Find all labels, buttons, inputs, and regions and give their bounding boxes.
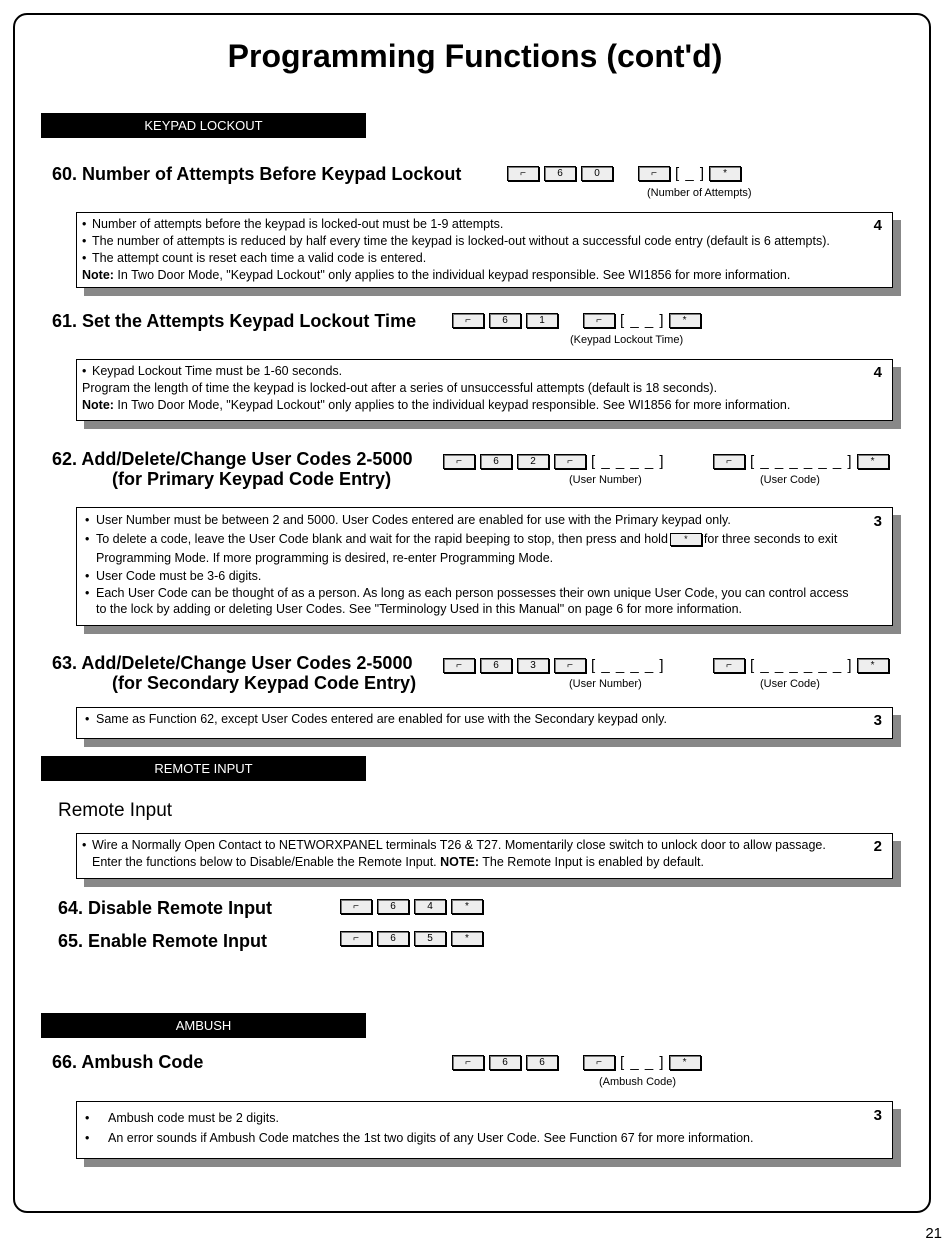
function-61-notes: [76, 359, 893, 421]
program-key-icon: ⌐: [452, 313, 484, 328]
digit-key: 3: [517, 658, 549, 673]
note-label: Note:: [82, 268, 114, 282]
entry-blank: [ _ _ ]: [620, 311, 665, 329]
function-64-keys: [340, 897, 488, 915]
note-bullet: • Keypad Lockout Time must be 1-60 seconds.: [82, 363, 852, 380]
digit-key: 6: [480, 454, 512, 469]
note-line: [82, 267, 852, 284]
page-number: 21: [925, 1225, 942, 1242]
remote-input-notes: [76, 833, 893, 879]
level-number: 4: [873, 217, 882, 234]
level-number: 3: [873, 1107, 882, 1124]
note-bullet: • Ambush code must be 2 digits.: [82, 1108, 852, 1128]
digit-key: 2: [517, 454, 549, 469]
user-number-blank: [ _ _ _ _ ]: [591, 452, 665, 470]
digit-key: 6: [489, 1055, 521, 1070]
page-title: Programming Functions (cont'd): [227, 38, 723, 74]
note-bullet: • Number of attempts before the keypad is locked-out must be 1-9 attempts.: [82, 216, 852, 233]
user-number-blank: [ _ _ _ _ ]: [591, 656, 665, 674]
user-number-caption: (User Number): [569, 678, 642, 690]
function-62-notes: [76, 507, 893, 626]
function-62-subheading: (for Primary Keypad Code Entry): [112, 469, 392, 489]
function-66-heading: 66. Ambush Code: [52, 1052, 204, 1072]
digit-key: 6: [377, 931, 409, 946]
program-key-icon: ⌐: [452, 1055, 484, 1070]
star-key-icon: *: [669, 1055, 701, 1070]
function-66-caption: (Ambush Code): [599, 1076, 677, 1088]
program-key-icon: ⌐: [713, 658, 745, 673]
user-code-blank: [ _ _ _ _ _ _ ]: [750, 656, 853, 674]
level-number: 4: [873, 364, 882, 381]
star-key-icon: *: [451, 931, 483, 946]
digit-key: 5: [414, 931, 446, 946]
function-62-code-keys: [713, 452, 894, 470]
function-64-heading: 64. Disable Remote Input: [58, 898, 273, 918]
program-key-icon: ⌐: [554, 454, 586, 469]
program-key-icon: ⌐: [443, 454, 475, 469]
note-label: NOTE:: [440, 855, 480, 869]
function-63-keys: [443, 656, 669, 674]
star-key-icon: *: [857, 658, 889, 673]
program-key-icon: ⌐: [583, 1055, 615, 1070]
program-key-icon: ⌐: [443, 658, 475, 673]
digit-key: 1: [526, 313, 558, 328]
note-bullet: • An error sounds if Ambush Code matches the 1st two digits of any User Code. See Function 67 for more information.: [82, 1128, 852, 1148]
note-bullet: • The number of attempts is reduced by half every time the keypad is locked-out without a successful code entry (default is 6 attempts).: [82, 233, 852, 250]
note-text: To delete a code, leave the User Code blank and wait for the rapid beeping to stop, then press and hold: [96, 532, 668, 546]
function-62-heading: 62. Add/Delete/Change User Codes 2-5000: [52, 449, 413, 469]
program-key-icon: ⌐: [638, 166, 670, 181]
function-63-heading: 63. Add/Delete/Change User Codes 2-5000: [52, 653, 413, 673]
note-bullet: [82, 530, 852, 568]
section-band-keypad-lockout: KEYPAD LOCKOUT: [41, 113, 366, 138]
digit-key: 6: [526, 1055, 558, 1070]
function-61-caption: (Keypad Lockout Time): [570, 334, 684, 346]
level-number: 3: [873, 712, 882, 729]
note-bullet: • Same as Function 62, except User Codes entered are enabled for use with the Secondary keypad only.: [82, 711, 852, 728]
user-code-caption: (User Code): [760, 474, 820, 486]
star-key-icon: *: [669, 313, 701, 328]
entry-blank: [ _ _ ]: [620, 1053, 665, 1071]
function-60-notes: [76, 212, 893, 288]
note-label: Note:: [82, 398, 114, 412]
note-bullet: [82, 837, 852, 871]
star-key-icon: *: [451, 899, 483, 914]
program-key-icon: ⌐: [507, 166, 539, 181]
user-code-caption: (User Code): [760, 678, 820, 690]
program-key-icon: ⌐: [340, 899, 372, 914]
function-63-code-keys: [713, 656, 894, 674]
function-63-notes: [76, 707, 893, 739]
level-number: 3: [873, 513, 882, 530]
function-63-subheading: (for Secondary Keypad Code Entry): [112, 673, 417, 693]
note-text: The Remote Input is enabled by default.: [479, 855, 704, 869]
function-65-keys: [340, 929, 488, 947]
level-number: 2: [873, 838, 882, 855]
program-key-icon: ⌐: [713, 454, 745, 469]
program-key-icon: ⌐: [554, 658, 586, 673]
program-key-icon: ⌐: [340, 931, 372, 946]
remote-input-heading: Remote Input: [58, 800, 173, 821]
note-text: for three seconds to exit Programming Mode. If more programming is desired, re-enter Programming Mode.: [96, 532, 838, 565]
note-bullet: • User Number must be between 2 and 5000. User Codes entered are enabled for use with the Primary keypad only.: [82, 511, 852, 530]
note-bullet: • Each User Code can be thought of as a person. As long as each person possesses their own unique User Code, you can control access to the lock by adding or deleting User Codes. See "Terminology Used in this Manual" on page 6 for more information.: [82, 585, 852, 617]
note-text: In Two Door Mode, "Keypad Lockout" only applies to the individual keypad responsible. See WI1856 for more information.: [113, 268, 791, 282]
note-bullet: • The attempt count is reset each time a valid code is entered.: [82, 250, 852, 267]
note-line: [82, 397, 852, 414]
section-band-remote-input: REMOTE INPUT: [41, 756, 366, 781]
entry-blank: [ _ ]: [675, 164, 706, 182]
note-text: Wire a Normally Open Contact to NETWORXPANEL terminals T26 & T27. Momentarily close switch to unlock door to allow passage. Enter the functions below to Disable/Enable the Remote Input.: [92, 838, 826, 869]
function-60-caption: (Number of Attempts): [647, 187, 752, 199]
star-key-icon: *: [709, 166, 741, 181]
user-number-caption: (User Number): [569, 474, 642, 486]
note-text: In Two Door Mode, "Keypad Lockout" only applies to the individual keypad responsible. See WI1856 for more information.: [113, 398, 791, 412]
digit-key: 4: [414, 899, 446, 914]
function-60-keys: [507, 164, 746, 182]
function-61-heading: 61. Set the Attempts Keypad Lockout Time: [52, 311, 417, 331]
star-key-icon: *: [857, 454, 889, 469]
function-60-heading: 60. Number of Attempts Before Keypad Lockout: [52, 164, 462, 184]
function-62-keys: [443, 452, 669, 470]
note-bullet: • User Code must be 3-6 digits.: [82, 568, 852, 585]
digit-key: 6: [377, 899, 409, 914]
function-65-heading: 65. Enable Remote Input: [58, 931, 268, 951]
function-61-keys: [452, 311, 706, 329]
digit-key: 6: [544, 166, 576, 181]
section-band-ambush: AMBUSH: [41, 1013, 366, 1038]
star-key-icon: *: [670, 533, 702, 546]
note-line: Program the length of time the keypad is locked-out after a series of unsuccessful attempts (default is 18 seconds).: [82, 381, 718, 395]
program-key-icon: ⌐: [583, 313, 615, 328]
digit-key: 6: [480, 658, 512, 673]
digit-key: 0: [581, 166, 613, 181]
function-66-notes: [76, 1101, 893, 1159]
user-code-blank: [ _ _ _ _ _ _ ]: [750, 452, 853, 470]
digit-key: 6: [489, 313, 521, 328]
function-66-keys: [452, 1053, 706, 1071]
